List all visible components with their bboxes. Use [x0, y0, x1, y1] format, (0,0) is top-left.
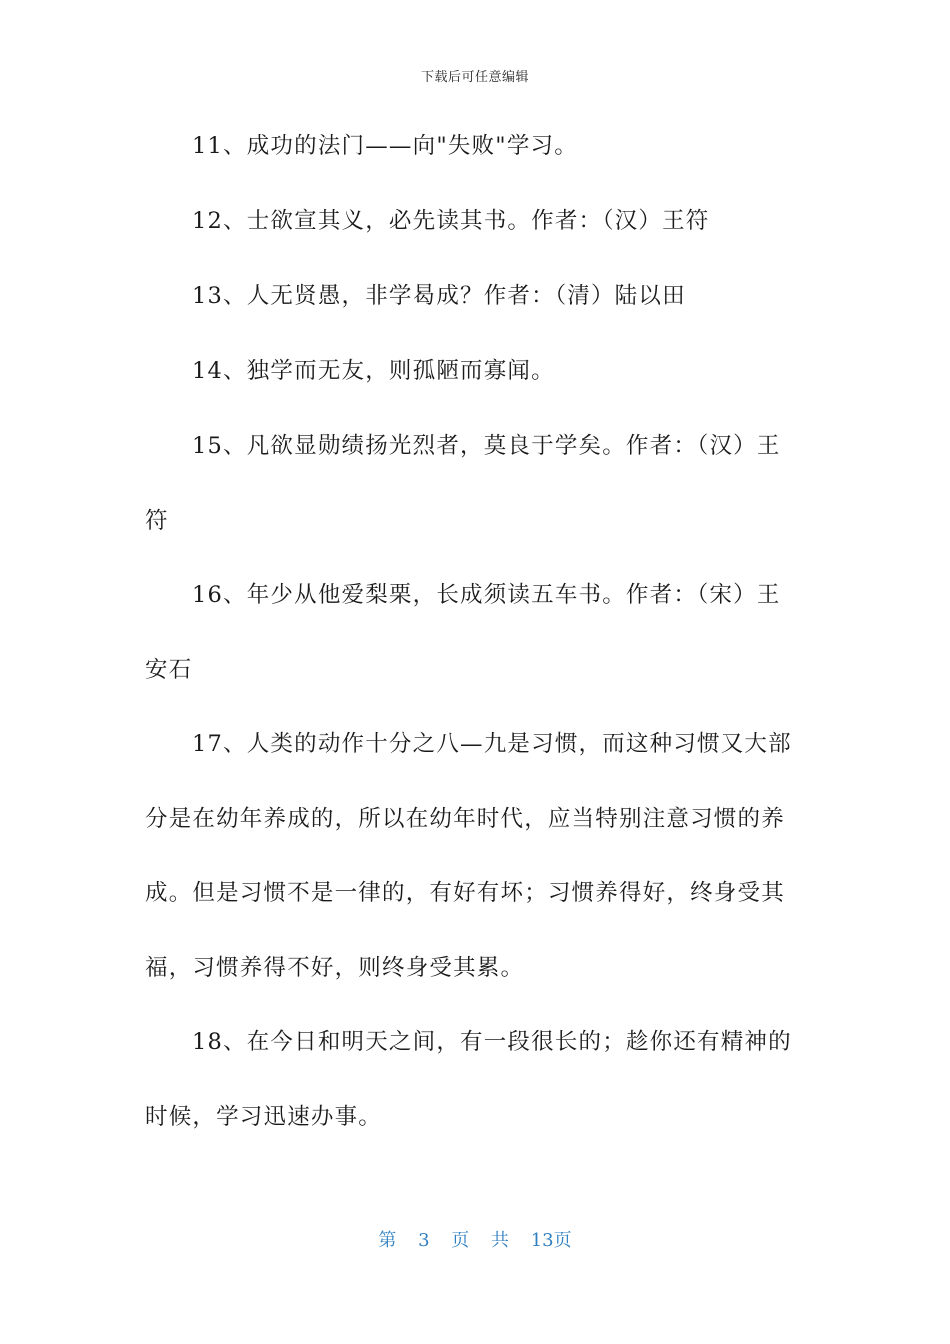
text-line: 14、独学而无友，则孤陋而寡闻。	[192, 358, 555, 384]
text-line: 18、在今日和明天之间，有一段很长的；趁你还有精神的	[192, 1029, 792, 1055]
text-line: 福，习惯养得不好，则终身受其累。	[145, 955, 525, 981]
text-line: 成。但是习惯不是一律的，有好有坏；习惯养得好，终身受其	[145, 880, 785, 906]
text-line: 11、成功的法门——向"失败"学习。	[192, 133, 578, 159]
footer-page-number: 3	[418, 1230, 430, 1251]
footer-total-prefix: 共	[491, 1230, 509, 1251]
footer-total-pages: 13页	[530, 1230, 572, 1251]
page-header: 下载后可任意编辑	[420, 70, 529, 85]
text-line: 15、凡欲显勋绩扬光烈者，莫良于学矣。作者：（汉）王	[192, 433, 781, 459]
footer-prefix: 第	[378, 1230, 397, 1251]
text-line: 16、年少从他爱梨栗，长成须读五车书。作者：（宋）王	[192, 582, 781, 608]
text-line: 符	[145, 508, 169, 534]
text-line: 13、人无贤愚，非学曷成？作者：（清）陆以田	[192, 283, 686, 309]
text-line: 12、士欲宣其义，必先读其书。作者：（汉）王符	[192, 208, 710, 234]
text-line: 分是在幼年养成的，所以在幼年时代，应当特别注意习惯的养	[145, 806, 785, 832]
text-line: 时候，学习迅速办事。	[145, 1104, 383, 1130]
footer-page-unit: 页	[451, 1230, 470, 1251]
text-line: 安石	[145, 657, 193, 683]
page-footer	[0, 1226, 950, 1252]
text-line: 17、人类的动作十分之八—九是习惯，而这种习惯又大部	[192, 731, 792, 757]
